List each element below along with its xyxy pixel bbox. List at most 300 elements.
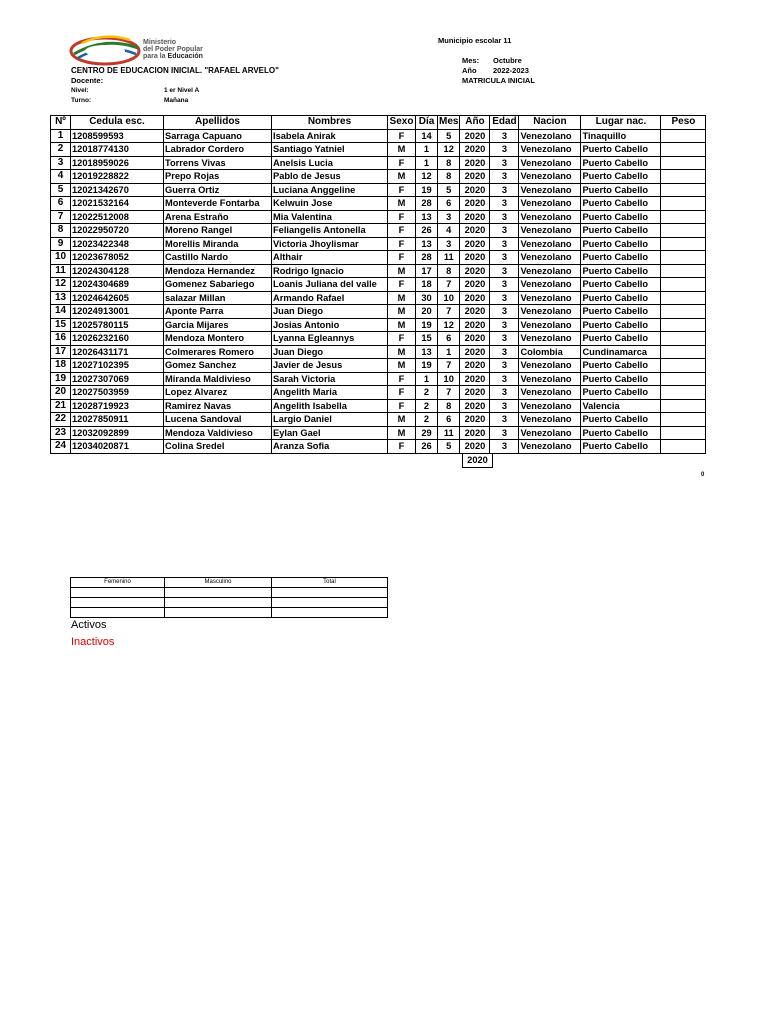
column-header-apellidos: Apellidos — [164, 116, 272, 130]
cell-cedula: 12024642605 — [71, 291, 164, 305]
cell-edad: 3 — [490, 399, 519, 413]
cell-num: 1 — [51, 129, 71, 143]
cell-nombres: Angelith Maria — [272, 386, 388, 400]
cell-edad: 3 — [490, 372, 519, 386]
cell-edad: 3 — [490, 345, 519, 359]
cell-cedula: 12032092899 — [71, 426, 164, 440]
cell-num: 22 — [51, 413, 71, 427]
summary-cell — [165, 608, 272, 618]
cell-dia: 29 — [416, 426, 438, 440]
cell-sexo: F — [388, 183, 416, 197]
cell-lugar: Puerto Cabello — [581, 359, 661, 373]
column-header-nombres: Nombres — [272, 116, 388, 130]
cell-cedula: 12027850911 — [71, 413, 164, 427]
cell-dia: 13 — [416, 345, 438, 359]
cell-num: 11 — [51, 264, 71, 278]
cell-num: 3 — [51, 156, 71, 170]
cell-nacion: Venezolano — [519, 372, 581, 386]
cell-nacion: Venezolano — [519, 291, 581, 305]
cell-mes: 7 — [438, 359, 460, 373]
cell-peso — [661, 143, 706, 157]
cell-ano: 2020 — [460, 197, 490, 211]
cell-ano: 2020 — [460, 224, 490, 238]
cell-nombres: Javier de Jesus — [272, 359, 388, 373]
cell-nacion: Venezolano — [519, 386, 581, 400]
column-header-lugar: Lugar nac. — [581, 116, 661, 130]
cell-edad: 3 — [490, 264, 519, 278]
table-row — [51, 318, 706, 332]
cell-peso — [661, 183, 706, 197]
cell-cedula: 12018774130 — [71, 143, 164, 157]
table-row — [51, 143, 706, 157]
table-row — [51, 278, 706, 292]
cell-apellidos: Gomenez Sabariego — [164, 278, 272, 292]
cell-ano: 2020 — [460, 399, 490, 413]
cell-num: 15 — [51, 318, 71, 332]
cell-lugar: Puerto Cabello — [581, 251, 661, 265]
cell-mes: 8 — [438, 170, 460, 184]
cell-cedula: 1208599593 — [71, 129, 164, 143]
cell-dia: 15 — [416, 332, 438, 346]
cell-nombres: Luciana Anggeline — [272, 183, 388, 197]
cell-apellidos: Miranda Maldivieso — [164, 372, 272, 386]
cell-lugar: Puerto Cabello — [581, 143, 661, 157]
cell-mes: 7 — [438, 278, 460, 292]
matricula-title: MATRICULA INICIAL — [462, 76, 535, 85]
turno-label: Turno: — [71, 97, 92, 104]
cell-mes: 6 — [438, 332, 460, 346]
cell-nombres: Lyanna Egleannys — [272, 332, 388, 346]
table-row — [51, 264, 706, 278]
cell-peso — [661, 264, 706, 278]
cell-dia: 2 — [416, 386, 438, 400]
cell-edad: 3 — [490, 413, 519, 427]
cell-num: 4 — [51, 170, 71, 184]
cell-cedula: 12024913001 — [71, 305, 164, 319]
cell-sexo: M — [388, 345, 416, 359]
nivel-label: Nivel: — [71, 87, 89, 94]
cell-nacion: Colombia — [519, 345, 581, 359]
cell-sexo: M — [388, 197, 416, 211]
cell-ano: 2020 — [460, 264, 490, 278]
cell-lugar: Puerto Cabello — [581, 156, 661, 170]
cell-cedula: 12021532164 — [71, 197, 164, 211]
cell-ano: 2020 — [460, 237, 490, 251]
cell-apellidos: Moreno Rangel — [164, 224, 272, 238]
table-row — [51, 440, 706, 454]
cell-mes: 1 — [438, 345, 460, 359]
cell-lugar: Puerto Cabello — [581, 386, 661, 400]
cell-edad: 3 — [490, 183, 519, 197]
cell-nacion: Venezolano — [519, 413, 581, 427]
cell-mes: 3 — [438, 210, 460, 224]
cell-num: 19 — [51, 372, 71, 386]
table-row — [51, 224, 706, 238]
cell-ano: 2020 — [460, 156, 490, 170]
cell-peso — [661, 197, 706, 211]
cell-mes: 12 — [438, 143, 460, 157]
logo-line-3-prefix: para la — [143, 53, 166, 60]
cell-apellidos: Sarraga Capuano — [164, 129, 272, 143]
cell-sexo: M — [388, 170, 416, 184]
cell-edad: 3 — [490, 156, 519, 170]
turno-value: Mañana — [164, 97, 189, 104]
cell-apellidos: Colina Sredel — [164, 440, 272, 454]
cell-nombres: Eylan Gael — [272, 426, 388, 440]
cell-edad: 3 — [490, 224, 519, 238]
cell-mes: 7 — [438, 305, 460, 319]
table-row — [51, 305, 706, 319]
cell-peso — [661, 278, 706, 292]
cell-ano: 2020 — [460, 143, 490, 157]
cell-edad: 3 — [490, 210, 519, 224]
cell-sexo: M — [388, 359, 416, 373]
cell-peso — [661, 345, 706, 359]
cell-apellidos: Torrens Vivas — [164, 156, 272, 170]
cell-peso — [661, 359, 706, 373]
cell-dia: 13 — [416, 210, 438, 224]
cell-mes: 11 — [438, 426, 460, 440]
cell-lugar: Puerto Cabello — [581, 305, 661, 319]
table-row — [51, 386, 706, 400]
cell-cedula: 12023422348 — [71, 237, 164, 251]
cell-nacion: Venezolano — [519, 305, 581, 319]
cell-nacion: Venezolano — [519, 426, 581, 440]
cell-cedula: 12026431171 — [71, 345, 164, 359]
cell-sexo: F — [388, 332, 416, 346]
cell-num: 16 — [51, 332, 71, 346]
cell-lugar: Puerto Cabello — [581, 372, 661, 386]
cell-cedula: 12027503959 — [71, 386, 164, 400]
logo-line-1: Ministerio — [143, 39, 177, 46]
cell-num: 2 — [51, 143, 71, 157]
logo-line-3 — [143, 53, 203, 60]
summary-table — [70, 577, 388, 618]
cell-dia: 28 — [416, 197, 438, 211]
cell-peso — [661, 129, 706, 143]
nivel-value: 1 er Nivel A — [164, 87, 200, 94]
cell-apellidos: Guerra Ortiz — [164, 183, 272, 197]
table-row — [51, 345, 706, 359]
cell-mes: 6 — [438, 197, 460, 211]
cell-dia: 19 — [416, 318, 438, 332]
summary-row — [71, 608, 388, 618]
summary-cell — [71, 588, 165, 598]
cell-lugar: Puerto Cabello — [581, 183, 661, 197]
cell-nombres: Santiago Yatniel — [272, 143, 388, 157]
cell-nacion: Venezolano — [519, 156, 581, 170]
cell-nacion: Venezolano — [519, 210, 581, 224]
table-row — [51, 197, 706, 211]
cell-edad: 3 — [490, 332, 519, 346]
cell-lugar: Puerto Cabello — [581, 413, 661, 427]
cell-lugar: Puerto Cabello — [581, 170, 661, 184]
cell-edad: 3 — [490, 318, 519, 332]
cell-cedula: 12025780115 — [71, 318, 164, 332]
column-header-nacion: Nacion — [519, 116, 581, 130]
cell-num: 8 — [51, 224, 71, 238]
cell-apellidos: Monteverde Fontarba — [164, 197, 272, 211]
logo-line-3-bold: Educación — [167, 53, 203, 60]
cell-apellidos: Lopez Alvarez — [164, 386, 272, 400]
cell-mes: 5 — [438, 183, 460, 197]
cell-apellidos: Prepo Rojas — [164, 170, 272, 184]
cell-mes: 7 — [438, 386, 460, 400]
table-header-row — [51, 116, 706, 130]
cell-cedula: 12022950720 — [71, 224, 164, 238]
cell-cedula: 12019228822 — [71, 170, 164, 184]
cell-mes: 12 — [438, 318, 460, 332]
cell-apellidos: Mendoza Montero — [164, 332, 272, 346]
cell-nacion: Venezolano — [519, 278, 581, 292]
cell-sexo: F — [388, 251, 416, 265]
table-row — [51, 332, 706, 346]
cell-num: 23 — [51, 426, 71, 440]
cell-sexo: F — [388, 224, 416, 238]
cell-cedula: 12027102395 — [71, 359, 164, 373]
cell-edad: 3 — [490, 143, 519, 157]
cell-mes: 5 — [438, 129, 460, 143]
cell-mes: 8 — [438, 399, 460, 413]
cell-num: 21 — [51, 399, 71, 413]
cell-sexo: F — [388, 210, 416, 224]
cell-sexo: F — [388, 440, 416, 454]
cell-peso — [661, 413, 706, 427]
cell-nombres: Kelwuin Jose — [272, 197, 388, 211]
cell-edad: 3 — [490, 237, 519, 251]
cell-nombres: Angelith Isabella — [272, 399, 388, 413]
cell-cedula: 12023678052 — [71, 251, 164, 265]
cell-mes: 10 — [438, 291, 460, 305]
cell-dia: 2 — [416, 399, 438, 413]
summary-header-masculino: Masculino — [165, 578, 272, 588]
cell-ano: 2020 — [460, 318, 490, 332]
cell-nacion: Venezolano — [519, 224, 581, 238]
cell-apellidos: Colmerares Romero — [164, 345, 272, 359]
cell-nacion: Venezolano — [519, 332, 581, 346]
cell-lugar: Puerto Cabello — [581, 440, 661, 454]
cell-nombres: Aranza Sofia — [272, 440, 388, 454]
cell-lugar: Tinaquillo — [581, 129, 661, 143]
cell-sexo: M — [388, 291, 416, 305]
cell-lugar: Puerto Cabello — [581, 318, 661, 332]
cell-peso — [661, 372, 706, 386]
cell-peso — [661, 426, 706, 440]
cell-nacion: Venezolano — [519, 399, 581, 413]
cell-lugar: Puerto Cabello — [581, 264, 661, 278]
cell-ano: 2020 — [460, 332, 490, 346]
docente-label: Docente: — [71, 76, 104, 85]
table-row — [51, 372, 706, 386]
cell-lugar: Puerto Cabello — [581, 278, 661, 292]
extra-year-cell: 2020 — [462, 453, 493, 468]
cell-nombres: Mia Valentina — [272, 210, 388, 224]
cell-sexo: F — [388, 156, 416, 170]
table-row — [51, 129, 706, 143]
table-row — [51, 359, 706, 373]
column-header-ano: Año — [460, 116, 490, 130]
zero-value: 0 — [701, 472, 705, 478]
cell-edad: 3 — [490, 426, 519, 440]
cell-peso — [661, 386, 706, 400]
cell-ano: 2020 — [460, 210, 490, 224]
cell-peso — [661, 224, 706, 238]
cell-mes: 3 — [438, 237, 460, 251]
table-row — [51, 170, 706, 184]
cell-dia: 19 — [416, 183, 438, 197]
cell-sexo: M — [388, 305, 416, 319]
cell-lugar: Puerto Cabello — [581, 426, 661, 440]
ano-value: 2022-2023 — [493, 66, 529, 75]
cell-cedula: 12024304128 — [71, 264, 164, 278]
cell-edad: 3 — [490, 129, 519, 143]
cell-lugar: Puerto Cabello — [581, 332, 661, 346]
cell-nombres: Pablo de Jesus — [272, 170, 388, 184]
cell-ano: 2020 — [460, 372, 490, 386]
cell-edad: 3 — [490, 440, 519, 454]
cell-nacion: Venezolano — [519, 197, 581, 211]
cell-nombres: Anelsis Lucia — [272, 156, 388, 170]
cell-edad: 3 — [490, 170, 519, 184]
cell-peso — [661, 440, 706, 454]
cell-num: 5 — [51, 183, 71, 197]
mes-label: Mes: — [462, 56, 480, 65]
cell-num: 12 — [51, 278, 71, 292]
cell-dia: 1 — [416, 156, 438, 170]
cell-dia: 12 — [416, 170, 438, 184]
cell-nombres: Juan Diego — [272, 305, 388, 319]
cell-dia: 13 — [416, 237, 438, 251]
cell-sexo: F — [388, 278, 416, 292]
table-row — [51, 210, 706, 224]
cell-cedula: 12022512008 — [71, 210, 164, 224]
cell-sexo: F — [388, 129, 416, 143]
cell-dia: 17 — [416, 264, 438, 278]
cell-ano: 2020 — [460, 345, 490, 359]
cell-sexo: M — [388, 413, 416, 427]
table-row — [51, 291, 706, 305]
cell-nacion: Venezolano — [519, 129, 581, 143]
cell-apellidos: Castillo Nardo — [164, 251, 272, 265]
cell-apellidos: Lucena Sandoval — [164, 413, 272, 427]
cell-edad: 3 — [490, 278, 519, 292]
enrollment-table — [50, 115, 706, 454]
cell-apellidos: Mendoza Valdivieso — [164, 426, 272, 440]
ministry-logo-icon — [68, 34, 143, 66]
table-row — [51, 426, 706, 440]
cell-edad: 3 — [490, 359, 519, 373]
cell-dia: 26 — [416, 440, 438, 454]
cell-ano: 2020 — [460, 251, 490, 265]
cell-edad: 3 — [490, 291, 519, 305]
cell-nombres: Isabela Anirak — [272, 129, 388, 143]
cell-peso — [661, 170, 706, 184]
cell-peso — [661, 291, 706, 305]
cell-num: 9 — [51, 237, 71, 251]
centro-title: CENTRO DE EDUCACION INICIAL. "RAFAEL ARVELO" — [71, 66, 279, 75]
cell-lugar: Puerto Cabello — [581, 210, 661, 224]
cell-peso — [661, 210, 706, 224]
cell-apellidos: Ramirez Navas — [164, 399, 272, 413]
summary-cell — [165, 588, 272, 598]
cell-sexo: M — [388, 318, 416, 332]
cell-nacion: Venezolano — [519, 237, 581, 251]
cell-nombres: Loanis Juliana del valle — [272, 278, 388, 292]
cell-lugar: Valencia — [581, 399, 661, 413]
cell-mes: 10 — [438, 372, 460, 386]
cell-apellidos: Mendoza Hernandez — [164, 264, 272, 278]
column-header-edad: Edad — [490, 116, 519, 130]
table-row — [51, 399, 706, 413]
cell-nacion: Venezolano — [519, 440, 581, 454]
cell-nombres: Althair — [272, 251, 388, 265]
summary-header-total: Total — [272, 578, 388, 588]
cell-dia: 1 — [416, 372, 438, 386]
table-row — [51, 237, 706, 251]
cell-mes: 6 — [438, 413, 460, 427]
summary-cell — [71, 598, 165, 608]
cell-edad: 3 — [490, 386, 519, 400]
cell-sexo: F — [388, 386, 416, 400]
cell-nombres: Armando Rafael — [272, 291, 388, 305]
logo-line-2: del Poder Popular — [143, 46, 203, 53]
activos-label: Activos — [71, 619, 107, 631]
cell-peso — [661, 251, 706, 265]
summary-row — [71, 598, 388, 608]
cell-apellidos: Arena Estraño — [164, 210, 272, 224]
cell-dia: 28 — [416, 251, 438, 265]
cell-lugar: Puerto Cabello — [581, 291, 661, 305]
cell-nombres: Feliangelis Antonella — [272, 224, 388, 238]
cell-num: 7 — [51, 210, 71, 224]
cell-cedula: 12018959026 — [71, 156, 164, 170]
cell-cedula: 12024304689 — [71, 278, 164, 292]
cell-ano: 2020 — [460, 386, 490, 400]
cell-num: 24 — [51, 440, 71, 454]
cell-peso — [661, 305, 706, 319]
column-header-num: Nº — [51, 116, 71, 130]
cell-apellidos: Morellis Miranda — [164, 237, 272, 251]
cell-peso — [661, 332, 706, 346]
cell-peso — [661, 318, 706, 332]
cell-lugar: Puerto Cabello — [581, 224, 661, 238]
cell-sexo: F — [388, 237, 416, 251]
cell-nacion: Venezolano — [519, 251, 581, 265]
column-header-peso: Peso — [661, 116, 706, 130]
cell-ano: 2020 — [460, 440, 490, 454]
cell-dia: 1 — [416, 143, 438, 157]
column-header-dia: Día — [416, 116, 438, 130]
summary-row — [71, 588, 388, 598]
cell-nacion: Venezolano — [519, 359, 581, 373]
column-header-sexo: Sexo — [388, 116, 416, 130]
cell-num: 6 — [51, 197, 71, 211]
cell-cedula: 12027307069 — [71, 372, 164, 386]
cell-nombres: Largio Daniel — [272, 413, 388, 427]
cell-num: 17 — [51, 345, 71, 359]
cell-lugar: Cundinamarca — [581, 345, 661, 359]
cell-apellidos: salazar Millan — [164, 291, 272, 305]
cell-apellidos: Garcia Mijares — [164, 318, 272, 332]
cell-mes: 8 — [438, 264, 460, 278]
cell-dia: 20 — [416, 305, 438, 319]
cell-mes: 5 — [438, 440, 460, 454]
cell-nacion: Venezolano — [519, 170, 581, 184]
summary-header-row — [71, 578, 388, 588]
cell-ano: 2020 — [460, 291, 490, 305]
cell-mes: 11 — [438, 251, 460, 265]
cell-sexo: M — [388, 426, 416, 440]
